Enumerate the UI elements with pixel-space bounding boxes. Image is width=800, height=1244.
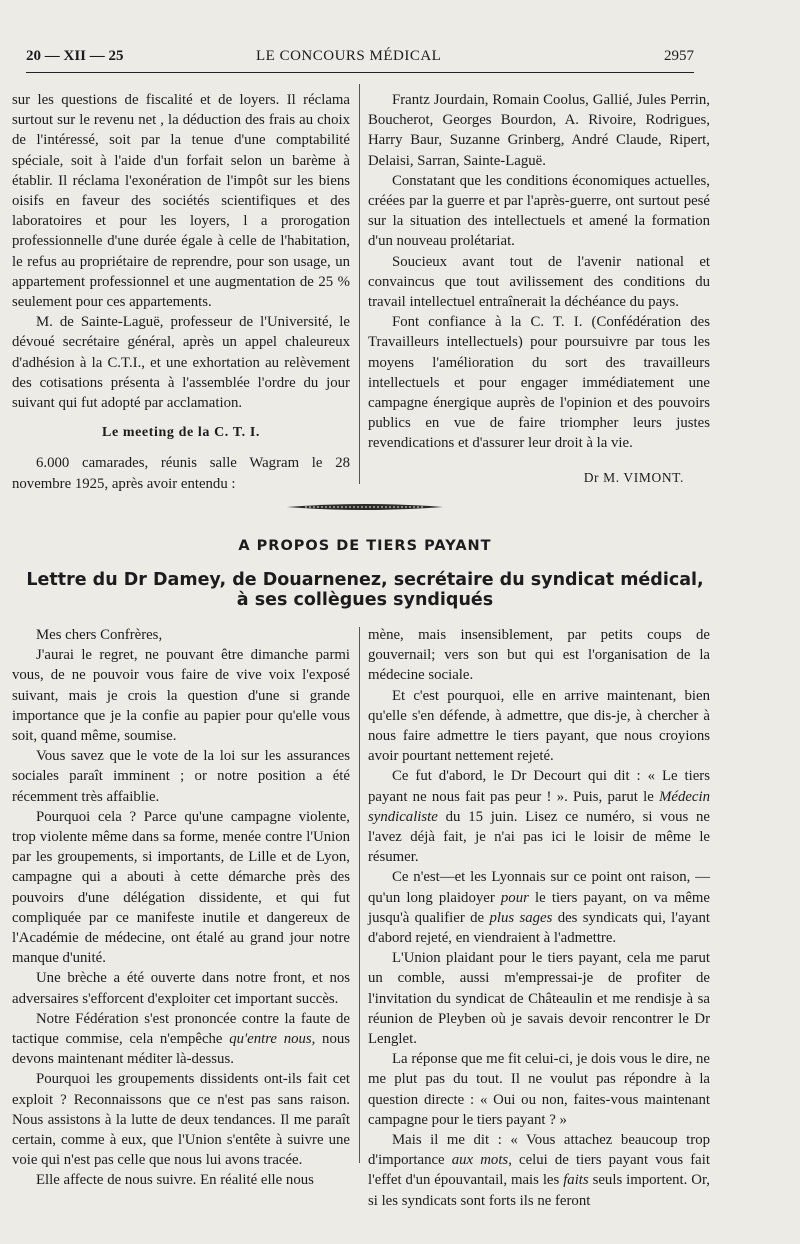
- emphasis: Médecin syndicaliste: [368, 788, 710, 825]
- paragraph: Soucieux avant tout de l'avenir national et convaincus que tout avilissement des conditions du travail intellectuel entraînerait la déchéance du pays.: [368, 253, 710, 311]
- text-run: Mais il me dit : « Vous attachez beaucoup trop d'importance: [368, 1132, 710, 1169]
- text-run: Ce fut d'abord, le Dr Decourt qui dit : « Le tiers payant ne nous fait pas peur ! ». Puis, parut le: [368, 768, 710, 805]
- salutation: Mes chers Confrères,: [36, 627, 163, 643]
- paragraph: Et c'est pourquoi, elle en arrive maintenant, bien qu'elle s'en défende, à admettre, que dis-je, à chercher à nous faire admettre le tiers payant, que nous croyions avoir pourtant nettement rejeté.: [368, 687, 710, 765]
- paragraph: Vous savez que le vote de la loi sur les assurances sociales paraît imminent ; or notre position a été récemment très affaiblie.: [12, 748, 350, 805]
- text-run: le tiers payant, on va même jusqu'à qualifier de: [368, 889, 710, 926]
- names-list: Frantz Jourdain, Romain Coolus, Gallié, Jules Perrin, Boucherot, Georges Bourdon, A. Rivoire, Rodrigues, Harry Baur, Suzanne Grinberg, André Claude, Ripert, Delaisi, Sarran, Sainte-Laguë.: [368, 92, 710, 169]
- section-title: A PROPOS DE TIERS PAYANT: [238, 538, 492, 554]
- emphasis: plus sages: [489, 909, 553, 926]
- paragraph: [368, 766, 710, 867]
- page-header: [26, 46, 694, 73]
- paragraph: sur les questions de fiscalité et de loyers. Il réclama surtout sur le revenu net , la déduction des frais au choix de l'intéressé, soit par la tenue d'une comptabilité spéciale, soit à l'aide d'un forfait selon un barème à établir. Il réclama l'exonération de l'impôt sur les biens oisifs en faveur des sociétés scientifiques et des laboratoires et pour les loyers, l a prorogation professionnelle d'une durée égale à celle de l'habitation, le refus au propriétaire de reprendre, pour son usage, un appartement professionnel et une augmentation de 25 % seulement pour ces appartements.: [12, 92, 350, 311]
- journal-title: LE CONCOURS MÉDICAL: [256, 48, 442, 64]
- top-left-column: [12, 90, 350, 494]
- paragraph: Pourquoi les groupements dissidents ont-ils fait cet exploit ? Reconnaissons que ce n'est pas sans raison. Nous assistons à la lutte de deux tendances. Il me paraît certain, comme à eux, que l'Union s'entête à suivre une voie qui n'est pas celle que nous lui avons tracée.: [12, 1071, 350, 1169]
- paragraph: Constatant que les conditions économiques actuelles, créées par la guerre et par l'après-guerre, ont surtout pesé sur la situation des intellectuels et amené la formation d'un nouveau prolétariat.: [368, 172, 710, 250]
- column-divider: [359, 627, 360, 1163]
- paragraph: M. de Sainte-Laguë, professeur de l'Université, le dévoué secrétaire général, après un appel chaleureux d'adhésion à la C.T.I., et une exhortation au relèvement des cotisations présenta à l'assemblée l'ordre du jour suivant qui fut adopté par acclamation.: [12, 314, 350, 412]
- text-run: Ce n'est—et les Lyonnais sur ce point ont raison, — qu'un long plaidoyer: [368, 869, 710, 906]
- emphasis: qu'entre nous,: [229, 1031, 316, 1048]
- emphasis: aux mots: [451, 1152, 509, 1169]
- paragraph: mène, mais insensiblement, par petits coups de gouvernail; vers son but qui est l'organisation de la médecine sociale.: [368, 627, 710, 684]
- text-run: des syndicats qui, l'ayant d'abord rejeté, en viendraient à l'admettre.: [368, 909, 710, 947]
- paragraph: La réponse que me fit celui-ci, je dois vous le dire, ne me plut pas du tout. Il ne voulut pas répondre à la question directe : « Oui ou non, faites-vous maintenant campagne pour le tiers payant ? »: [368, 1051, 710, 1128]
- ornament-divider: [285, 500, 445, 514]
- bottom-right-column: [368, 625, 710, 1211]
- paragraph: Pourquoi cela ? Parce qu'une campagne violente, trop violente même dans sa forme, menée contre l'Union par les groupements, si importants, de Lille et de Lyon, campagne qui a abouti à cette démarche près des pouvoirs d'une délégation dissidente, et qui fut compliquée par ce manifeste inutile et dangereux de l'Académie de médecine, ont étalé au grand jour notre manque d'unité.: [12, 808, 350, 967]
- emphasis: faits: [563, 1172, 589, 1189]
- subheading: Le meeting de la C. T. I.: [102, 425, 260, 441]
- paragraph: [368, 867, 710, 948]
- paragraph: Elle affecte de nous suivre. En réalité elle nous: [36, 1172, 314, 1189]
- text-run: nous devons maintenant méditer là-dessus.: [12, 1031, 351, 1068]
- column-divider: [359, 84, 360, 484]
- paragraph: [368, 1130, 710, 1211]
- top-right-column: [368, 90, 710, 488]
- paragraph: Une brèche a été ouverte dans notre front, et nos adversaires s'efforcent d'exploiter cet important succès.: [12, 970, 350, 1007]
- text-run: , celui de tiers payant vous fait l'effet d'un épouvantail, mais les: [368, 1152, 710, 1189]
- paragraph: [12, 1009, 350, 1070]
- letter-title-line: à ses collègues syndiqués: [236, 590, 494, 610]
- letter-title: [0, 570, 730, 610]
- paragraph: L'Union plaidant pour le tiers payant, cela me parut un comble, aussi m'empressai-je de profiter de l'invitation du syndicat de Châteaulin et me rendisje à sa réunion de Pleyben où je savais devoir rencontrer le Dr Lenglet.: [368, 950, 710, 1048]
- paragraph: J'aurai le regret, ne pouvant être dimanche parmi vous, de ne pouvoir vous faire de vive voix l'exposé suivant, mais je crois la question d'une si grande importance que je la confie au papier pour qu'elle vous soit, quand même, soumise.: [12, 647, 350, 745]
- bottom-left-column: [12, 625, 350, 1191]
- signature: Dr M. VIMONT.: [583, 469, 684, 485]
- issue-date: 20 — XII — 25: [26, 48, 124, 64]
- emphasis: pour: [500, 889, 529, 906]
- text-run: Notre Fédération s'est prononcée contre la faute de tactique commise, cela n'empêche: [12, 1010, 350, 1048]
- letter-title-line: Lettre du Dr Damey, de Douarnenez, secrétaire du syndicat médical,: [26, 570, 704, 590]
- paragraph: 6.000 camarades, réunis salle Wagram le 28 novembre 1925, après avoir entendu :: [12, 455, 350, 492]
- page-number: 2957: [664, 48, 694, 64]
- text-run: du 15 juin. Lisez ce numéro, si vous ne l'avez déjà fait, je n'ai pas ici le loisir de même le résumer.: [368, 808, 710, 866]
- paragraph: Font confiance à la C. T. I. (Confédération des Travailleurs intellectuels) pour poursuivre par tous les moyens l'amélioration du sort des travailleurs intellectuels et pour engager immédiatement une campagne énergique auprès de l'opinion et des pouvoirs publics en vue de faire triompher leurs justes revendications et d'assurer leur droit à la vie.: [368, 314, 710, 452]
- text-run: seuls importent. Or, si les syndicats sont forts ils ne feront: [368, 1172, 710, 1209]
